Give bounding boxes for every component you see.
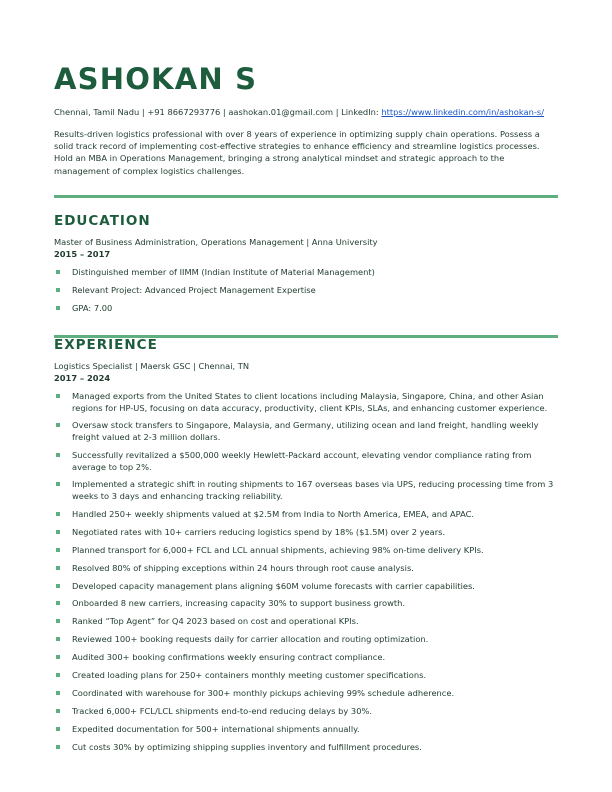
bullet-item: [54, 742, 558, 754]
bullet-marker: [56, 655, 60, 659]
bullet-text: Successfully revitalized a $500,000 weekly Hewlett-Packard account, elevating vendor compliance rating from average to top 2%.: [72, 449, 532, 472]
linkedin-link[interactable]: https://www.linkedin.com/in/ashokan-s/: [381, 107, 544, 117]
bullet-text: Reviewed 100+ booking requests daily for carrier allocation and routing optimization.: [72, 634, 429, 645]
bullet-item: [54, 581, 558, 593]
bullet-marker: [56, 727, 60, 731]
bullet-item: [54, 509, 558, 521]
professional-summary: Results-driven logistics professional with over 8 years of experience in optimizing supply chain operations. Possess a solid track record of implementing cost-effective strategies to enhance efficiency and streamline logistics processes. Hold an MBA in Operations Management, bringing a strong analytical mindset and strategic approach to the management of complex logistics challenges.: [54, 129, 540, 176]
bullet-text: Coordinated with warehouse for 300+ monthly pickups achieving 99% schedule adherence.: [72, 687, 455, 698]
experience-bullet-list: [54, 391, 558, 759]
bullet-text: Implemented a strategic shift in routing shipments to 167 overseas bases via UPS, reducing processing time from 3 weeks to 3 days and enhancing tracking reliability.: [72, 479, 554, 502]
bullet-item: [54, 285, 558, 297]
bullet-text: Developed capacity management plans aligning $60M volume forecasts with carrier capabilities.: [72, 580, 475, 591]
bullet-text: Tracked 6,000+ FCL/LCL shipments end-to-end reducing delays by 30%.: [72, 705, 373, 716]
bullet-marker: [56, 288, 60, 292]
bullet-item: [54, 545, 558, 557]
bullet-marker: [56, 394, 60, 398]
bullet-item: [54, 616, 558, 628]
experience-dates: 2017 – 2024: [54, 373, 111, 383]
bullet-marker: [56, 566, 60, 570]
candidate-name: ASHOKAN S: [54, 62, 258, 96]
education-dates: 2015 – 2017: [54, 249, 111, 259]
experience-heading: EXPERIENCE: [54, 337, 158, 353]
bullet-marker: [56, 673, 60, 677]
bullet-text: Expedited documentation for 500+ international shipments annually.: [72, 723, 360, 734]
bullet-item: [54, 450, 558, 473]
contact-line: [54, 107, 558, 118]
bullet-item: [54, 598, 558, 610]
contact-details: Chennai, Tamil Nadu | +91 8667293776 | aashokan.01@gmail.com | LinkedIn:: [54, 107, 382, 117]
bullet-item: [54, 420, 558, 443]
bullet-item: [54, 706, 558, 718]
bullet-marker: [56, 423, 60, 427]
bullet-marker: [56, 601, 60, 605]
bullet-marker: [56, 637, 60, 641]
bullet-item: [54, 563, 558, 575]
bullet-text: Resolved 80% of shipping exceptions within 24 hours through root cause analysis.: [72, 562, 414, 573]
bullet-marker: [56, 482, 60, 486]
bullet-item: [54, 634, 558, 646]
bullet-text: Managed exports from the United States to client locations including Malaysia, Singapore, China, and other Asian regions for HP-US, focusing on data accuracy, productivity, client KPIs, SLAs, and enhancing customer experience.: [72, 391, 548, 413]
section-divider: [54, 195, 558, 198]
bullet-marker: [56, 306, 60, 310]
bullet-marker: [56, 709, 60, 713]
bullet-item: [54, 267, 558, 279]
bullet-item: [54, 479, 558, 502]
education-heading: EDUCATION: [54, 213, 151, 229]
bullet-marker: [56, 270, 60, 274]
bullet-text: Onboarded 8 new carriers, increasing capacity 30% to support business growth.: [72, 598, 406, 609]
bullet-text: GPA: 7.00: [72, 302, 113, 313]
bullet-text: Cut costs 30% by optimizing shipping supplies inventory and fulfillment procedures.: [72, 741, 422, 752]
bullet-marker: [56, 530, 60, 534]
bullet-text: Distinguished member of IIMM (Indian Institute of Material Management): [72, 267, 375, 277]
bullet-item: [54, 670, 558, 682]
bullet-marker: [56, 619, 60, 623]
bullet-item: [54, 527, 558, 539]
experience-role: Logistics Specialist | Maersk GSC | Chennai, TN: [54, 361, 250, 371]
bullet-text: Created loading plans for 250+ containers monthly meeting customer specifications.: [72, 669, 427, 680]
bullet-item: [54, 391, 558, 414]
bullet-marker: [56, 691, 60, 695]
bullet-marker: [56, 453, 60, 457]
bullet-text: Planned transport for 6,000+ FCL and LCL annual shipments, achieving 98% on-time delivery KPIs.: [72, 544, 484, 555]
bullet-text: Relevant Project: Advanced Project Management Expertise: [72, 284, 316, 295]
bullet-item: [54, 652, 558, 664]
bullet-marker: [56, 745, 60, 749]
bullet-text: Oversaw stock transfers to Singapore, Malaysia, and Germany, utilizing ocean and land freight, handling weekly freight valued at 2-3 million dollars.: [72, 420, 539, 443]
bullet-marker: [56, 512, 60, 516]
bullet-item: [54, 303, 558, 315]
bullet-item: [54, 724, 558, 736]
bullet-text: Audited 300+ booking confirmations weekly ensuring contract compliance.: [72, 652, 386, 663]
education-bullet-list: [54, 267, 558, 321]
bullet-text: Ranked “Top Agent” for Q4 2023 based on cost and operational KPIs.: [72, 616, 359, 627]
bullet-marker: [56, 548, 60, 552]
bullet-text: Negotiated rates with 10+ carriers reducing logistics spend by 18% ($1.5M) over 2 years.: [72, 526, 446, 537]
bullet-item: [54, 688, 558, 700]
bullet-marker: [56, 584, 60, 588]
education-degree: Master of Business Administration, Operations Management | Anna University: [54, 237, 378, 247]
bullet-text: Handled 250+ weekly shipments valued at $2.5M from India to North America, EMEA, and APAC.: [72, 508, 475, 519]
